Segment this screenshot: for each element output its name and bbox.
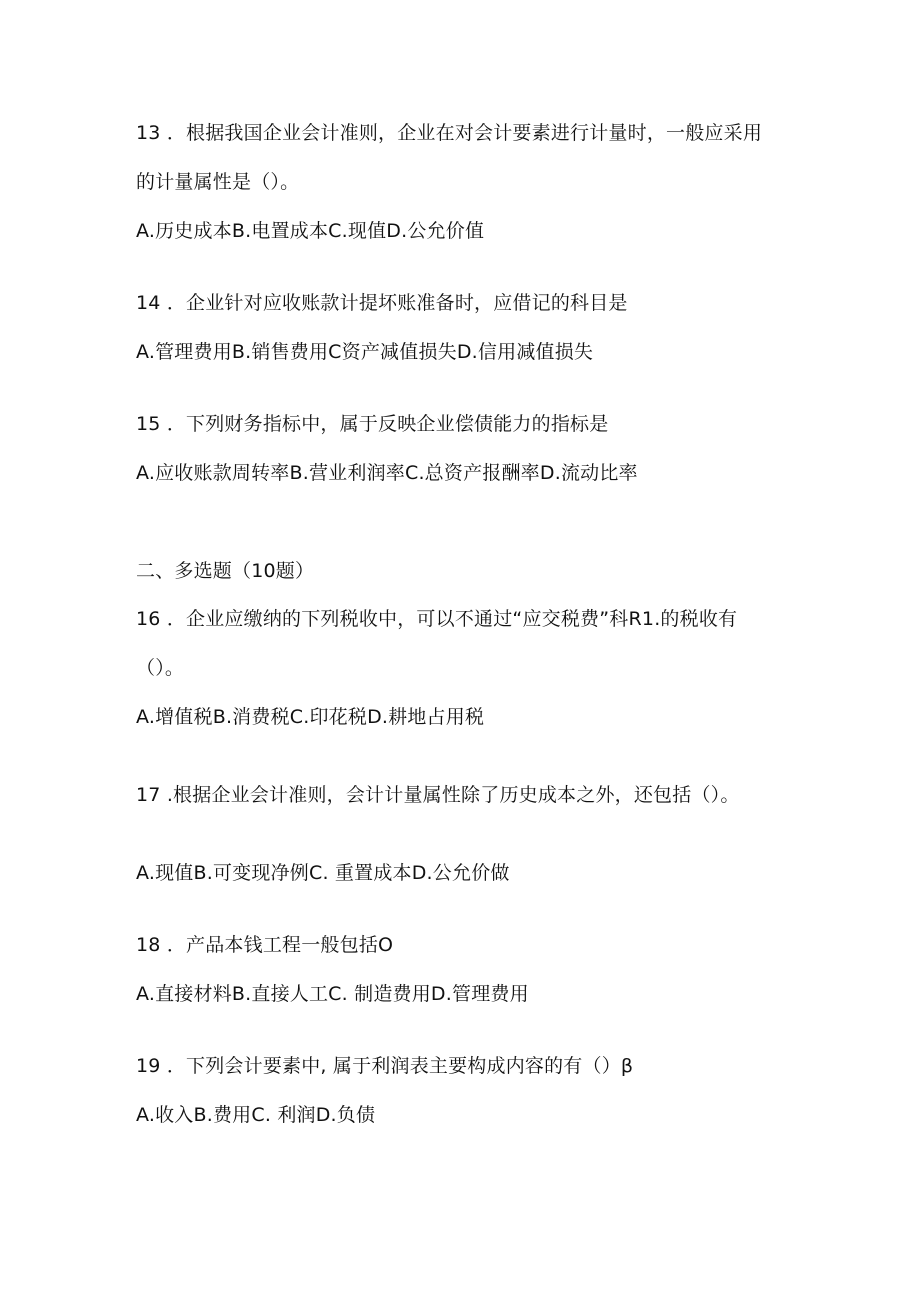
question-17-options: A.现值B.可变现净例C. 重置成本D.公允价做 xyxy=(136,862,510,884)
question-13-options: A.历史成本B.电置成本C.现值D.公允价值 xyxy=(136,220,485,242)
question-19-options: A.收入B.费用C. 利润D.负债 xyxy=(136,1104,376,1126)
question-16-stem-line-2: （）。 xyxy=(136,657,185,679)
question-16-options: A.增值税B.消费税C.印花税D.耕地占用税 xyxy=(136,706,485,728)
question-14-stem-line-1: 14 ．企业针对应收账款计提坏账准备时，应借记的科目是 xyxy=(136,292,628,314)
question-18-options: A.直接材料B.直接人工C. 制造费用D.管理费用 xyxy=(136,983,529,1005)
question-13-stem-line-1: 13 ．根据我国企业会计准则，企业在对会计要素进行计量时，一般应采用 xyxy=(136,122,763,144)
question-13-stem-line-2: 的计量属性是（）。 xyxy=(136,171,300,193)
question-17-stem-line-1: 17 .根据企业会计准则，会计计量属性除了历史成本之外，还包括（）。 xyxy=(136,784,740,806)
question-19-stem-line-1: 19 ．下列会计要素中, 属于利润表主要构成内容的有（）β xyxy=(136,1055,634,1077)
question-15-stem-line-1: 15 ．下列财务指标中，属于反映企业偿债能力的指标是 xyxy=(136,413,609,435)
question-15-options: A.应收账款周转率B.营业利润率C.总资产报酬率D.流动比率 xyxy=(136,462,638,484)
section-heading: 二、多选题（10题） xyxy=(136,560,315,582)
question-18-stem-line-1: 18 ．产品本钱工程一般包括O xyxy=(136,934,394,956)
question-16-stem-line-1: 16 ．企业应缴纳的下列税收中，可以不通过“应交税费”科R1.的税收有 xyxy=(136,608,738,630)
question-14-options: A.管理费用B.销售费用C资产减值损失D.信用减值损失 xyxy=(136,341,594,363)
